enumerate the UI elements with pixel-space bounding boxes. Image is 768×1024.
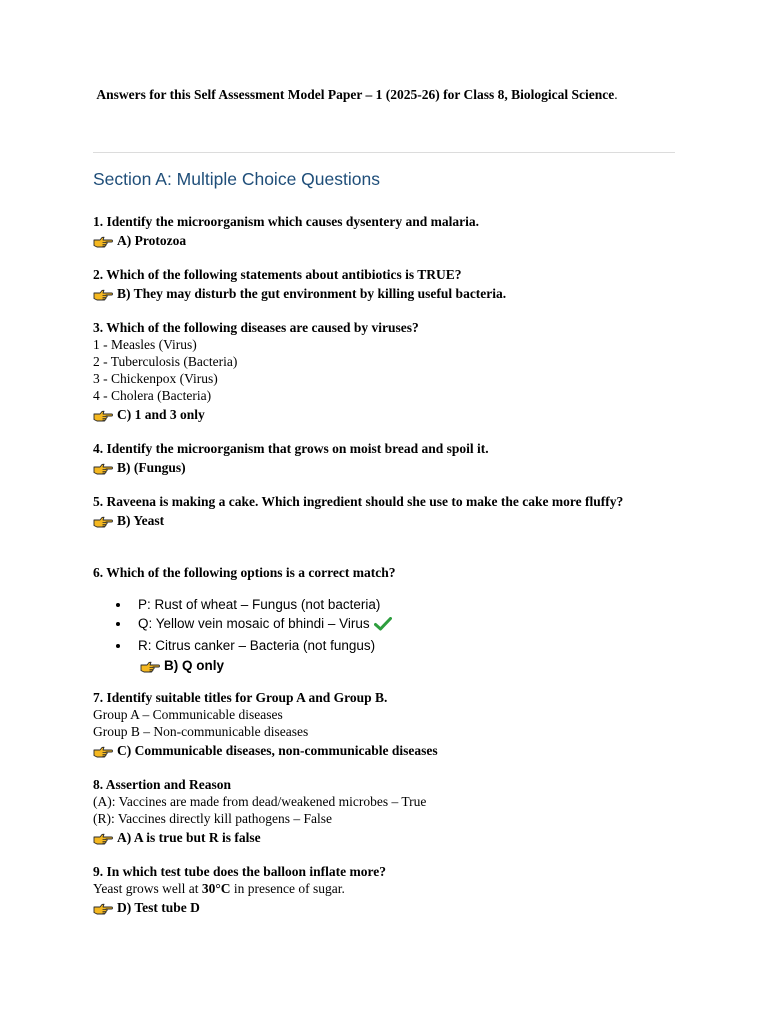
question-1 [93, 213, 673, 249]
bullet-dot [116, 603, 120, 607]
pointing-hand-icon [93, 234, 113, 248]
option-line: 3 - Chickenpox (Virus) [93, 371, 218, 386]
bullet-text: P: Rust of wheat – Fungus (not bacteria) [138, 597, 381, 612]
answer-text: B) Yeast [117, 513, 165, 528]
answer [93, 512, 673, 529]
answer-text: B) They may disturb the gut environment by killing useful bacteria. [117, 286, 507, 301]
question-9 [93, 863, 673, 916]
answer [140, 657, 673, 674]
answer-text: A) Protozoa [117, 233, 187, 248]
answer [93, 742, 673, 759]
bullet-item [93, 595, 673, 614]
option-line: 2 - Tuberculosis (Bacteria) [93, 354, 238, 369]
bullet-item [93, 636, 673, 655]
pointing-hand-icon [93, 831, 113, 845]
option-line: 4 - Cholera (Bacteria) [93, 388, 212, 403]
answer-text: D) Test tube D [117, 900, 200, 915]
option-line: Group A – Communicable diseases [93, 707, 283, 722]
bullet-text: R: Citrus canker – Bacteria (not fungus) [138, 638, 376, 653]
pointing-hand-icon [140, 659, 160, 673]
pointing-hand-icon [93, 408, 113, 422]
answer [93, 285, 673, 302]
option-line: Group B – Non-communicable diseases [93, 724, 309, 739]
question-6 [93, 564, 673, 674]
check-icon [374, 617, 392, 636]
line-text: in presence of sugar. [230, 881, 345, 896]
question-3 [93, 319, 673, 423]
question-text: 8. Assertion and Reason [93, 777, 232, 792]
option-line [93, 880, 673, 897]
question-text: 2. Which of the following statements about antibiotics is TRUE? [93, 267, 462, 282]
question-8 [93, 776, 673, 846]
question-7 [93, 689, 673, 759]
pointing-hand-icon [93, 901, 113, 915]
bullet-dot [116, 622, 120, 626]
answer [93, 899, 673, 916]
bullet-list [93, 595, 673, 655]
answer-text: A) A is true but R is false [117, 830, 261, 845]
option-line: (A): Vaccines are made from dead/weakened microbes – True [93, 794, 427, 809]
question-4 [93, 440, 673, 476]
bullet-text: Q: Yellow vein mosaic of bhindi – Virus [138, 616, 370, 631]
question-text: 1. Identify the microorganism which causes dysentery and malaria. [93, 214, 479, 229]
question-2 [93, 266, 673, 302]
intro-title: Answers for this Self Assessment Model Paper – 1 (2025-26) for Class 8, Biological Science [96, 87, 615, 102]
pointing-hand-icon [93, 287, 113, 301]
pointing-hand-icon [93, 744, 113, 758]
pointing-hand-icon [93, 514, 113, 528]
intro-heading [93, 87, 673, 103]
answer-text: B) Q only [164, 658, 224, 673]
question-text: 4. Identify the microorganism that grows on moist bread and spoil it. [93, 441, 489, 456]
pointing-hand-icon [93, 461, 113, 475]
option-line: (R): Vaccines directly kill pathogens – False [93, 811, 332, 826]
bullet-dot [116, 644, 120, 648]
answer [93, 406, 673, 423]
question-5 [93, 493, 673, 529]
temperature-value: 30°C [201, 881, 231, 896]
question-text: 9. In which test tube does the balloon inflate more? [93, 864, 387, 879]
answer-text: C) 1 and 3 only [117, 407, 205, 422]
bullet-item [93, 614, 673, 636]
question-text: 3. Which of the following diseases are caused by viruses? [93, 320, 419, 335]
answer [93, 459, 673, 476]
divider [93, 152, 675, 153]
question-text: 7. Identify suitable titles for Group A and Group B. [93, 690, 388, 705]
question-text: 6. Which of the following options is a correct match? [93, 565, 396, 580]
section-title: Section A: Multiple Choice Questions [93, 169, 380, 189]
intro-title-tail: . [614, 87, 618, 102]
option-line: 1 - Measles (Virus) [93, 337, 197, 352]
question-text: 5. Raveena is making a cake. Which ingredient should she use to make the cake more fluffy? [93, 494, 624, 509]
line-text: Yeast grows well at [93, 881, 202, 896]
answer [93, 829, 673, 846]
answer-text: B) (Fungus) [117, 460, 186, 475]
answer [93, 232, 673, 249]
answer-text: C) Communicable diseases, non-communicable diseases [117, 743, 438, 758]
